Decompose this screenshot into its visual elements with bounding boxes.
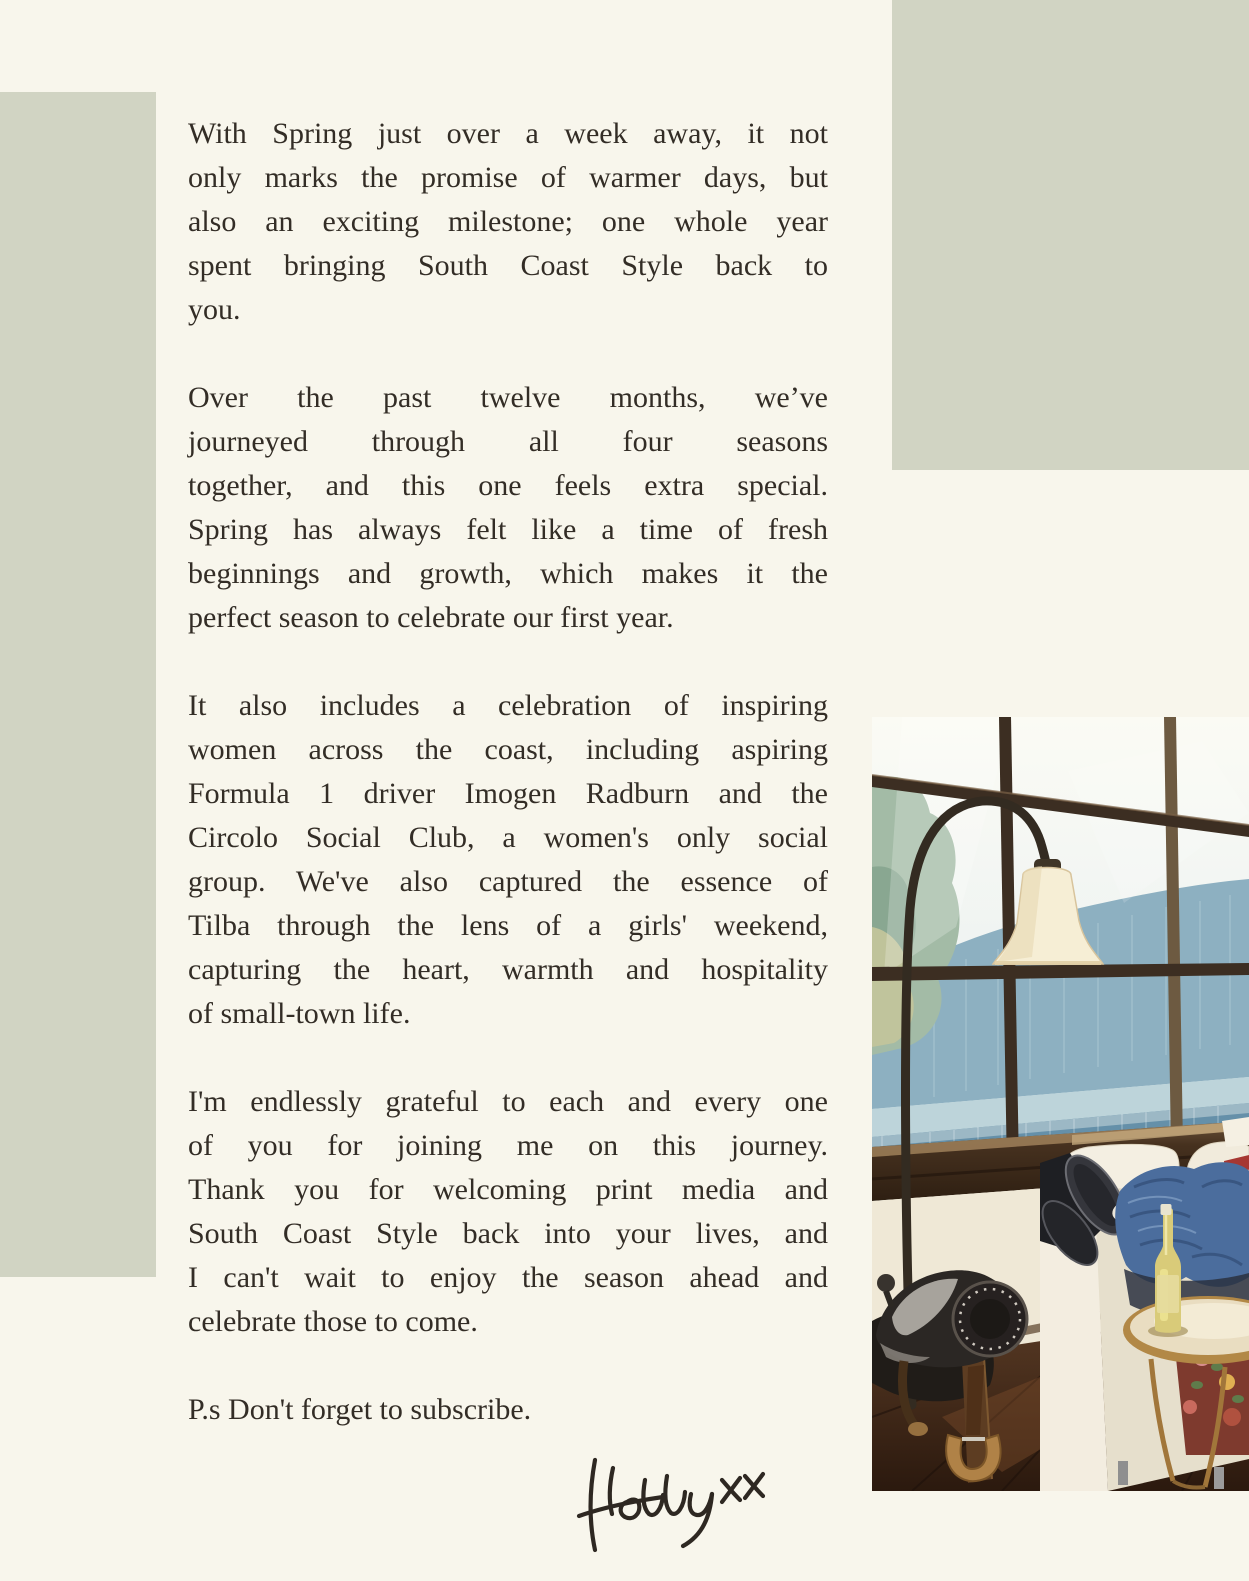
paragraph-line: Circolo Social Club, a women's only social [188, 821, 828, 854]
paragraph-line: beginnings and growth, which makes it the [188, 557, 828, 590]
paragraph-line: you. [188, 293, 241, 326]
saddle-horn [877, 1274, 895, 1292]
editor-letter [188, 112, 828, 1432]
paragraph-line: together, and this one feels extra special. [188, 469, 828, 502]
signature [575, 1452, 775, 1557]
paragraph-line: only marks the promise of warmer days, but [188, 161, 828, 194]
paragraph-line: Spring has always felt like a time of fresh [188, 513, 828, 546]
letter-paragraphs [188, 112, 828, 1344]
paragraph-line: Tilba through the lens of a girls' weekend, [188, 909, 828, 942]
paragraph-line: journeyed through all four seasons [188, 425, 828, 458]
paragraph-line: I'm endlessly grateful to each and every one [188, 1085, 828, 1118]
lounge-photo [872, 717, 1249, 1491]
postscript: P.s Don't forget to subscribe. [188, 1393, 532, 1426]
bottle-cap [1161, 1204, 1172, 1215]
left-accent-block [0, 92, 156, 1277]
paragraph [188, 376, 828, 640]
paragraph [188, 1080, 828, 1344]
paragraph-line: women across the coast, including aspiring [188, 733, 828, 766]
paragraph-line: Over the past twelve months, we’ve [188, 381, 828, 414]
top-right-accent-block [892, 0, 1249, 470]
paragraph-line: also an exciting milestone; one whole year [188, 205, 828, 238]
paragraph-line: South Coast Style back into your lives, and [188, 1217, 828, 1250]
paragraph-line: group. We've also captured the essence of [188, 865, 828, 898]
paragraph [188, 684, 828, 1036]
paragraph-line: Formula 1 driver Imogen Radburn and the [188, 777, 828, 810]
lounge-photo-illustration [872, 717, 1249, 1491]
paragraph-line: of small-town life. [188, 997, 411, 1030]
sofa-foot [1214, 1467, 1224, 1489]
paragraph-line: spent bringing South Coast Style back to [188, 249, 828, 282]
paragraph-line: perfect season to celebrate our first year. [188, 601, 674, 634]
paragraph [188, 112, 828, 332]
paragraph-line: capturing the heart, warmth and hospitality [188, 953, 828, 986]
bottle-label [1157, 1275, 1179, 1313]
signature-handwriting [575, 1452, 775, 1557]
paragraph-line: It also includes a celebration of inspiring [188, 689, 828, 722]
paragraph-line: I can't wait to enjoy the season ahead and [188, 1261, 828, 1294]
paragraph-line: of you for joining me on this journey. [188, 1129, 828, 1162]
sofa-foot [1118, 1461, 1128, 1485]
paragraph-line: celebrate those to come. [188, 1305, 478, 1338]
paragraph-line: With Spring just over a week away, it not [188, 117, 828, 150]
paragraph-line: Thank you for welcoming print media and [188, 1173, 828, 1206]
